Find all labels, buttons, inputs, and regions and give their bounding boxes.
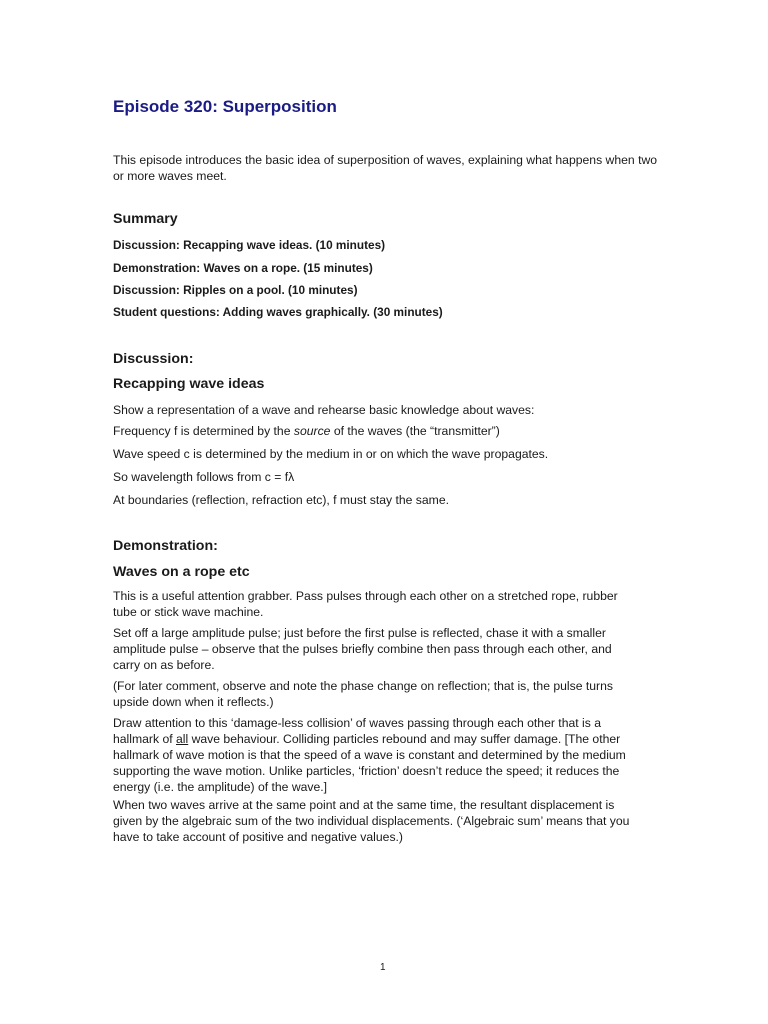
underlined-all: all: [176, 732, 189, 746]
demonstration-paragraph: When two waves arrive at the same point and at the same time, the resultant displacement is given by the algebraic sum of the two individual displacements. (‘Algebraic sum’ means that you have to take account of positive and negative values.): [113, 798, 630, 844]
summary-item: Discussion: Recapping wave ideas. (10 minutes): [113, 238, 386, 252]
demonstration-heading: Demonstration:: [113, 538, 218, 554]
demonstration-subheading: Waves on a rope etc: [113, 564, 250, 580]
summary-heading: Summary: [113, 211, 178, 227]
discussion-subheading: Recapping wave ideas: [113, 376, 265, 392]
discussion-line: Wave speed c is determined by the medium in or on which the wave propagates.: [113, 447, 549, 461]
summary-item: Demonstration: Waves on a rope. (15 minutes): [113, 261, 373, 275]
discussion-line: So wavelength follows from c = fλ: [113, 470, 295, 484]
intro-paragraph: This episode introduces the basic idea of superposition of waves, explaining what happens when two or more waves meet.: [113, 153, 658, 183]
discussion-line: Show a representation of a wave and rehearse basic knowledge about waves:: [113, 403, 535, 417]
demonstration-paragraph: This is a useful attention grabber. Pass pulses through each other on a stretched rope, rubber tube or stick wave machine.: [113, 589, 618, 619]
demonstration-paragraph: (For later comment, observe and note the phase change on reflection; that is, the pulse turns upside down when it reflects.): [113, 679, 613, 709]
page-title: Episode 320: Superposition: [113, 97, 337, 116]
summary-item: Discussion: Ripples on a pool. (10 minutes): [113, 283, 358, 297]
emphasis-source: source: [293, 424, 331, 438]
summary-item: Student questions: Adding waves graphically. (30 minutes): [113, 305, 443, 319]
demonstration-paragraph: Set off a large amplitude pulse; just before the first pulse is reflected, chase it with a smaller amplitude pulse – observe that the pulses briefly combine then pass through each other, and carry on as before.: [113, 626, 612, 672]
discussion-line: Frequency f is determined by the source of the waves (the “transmitter”): [113, 424, 500, 438]
demonstration-paragraph: Draw attention to this ‘damage-less collision’ of waves passing through each other that is a hallmark of all wave behaviour. Colliding particles rebound and may suffer damage. [The other hallmark of wave motion is that the speed of a wave is constant and determined by the medium supporting the wave motion. Unlike particles, ‘friction’ doesn’t reduce the speed; it reduces the energy (i.e. the amplitude) of the wave.]: [113, 716, 626, 794]
page-number: 1: [380, 962, 386, 973]
discussion-heading: Discussion:: [113, 351, 194, 367]
discussion-line: At boundaries (reflection, refraction etc), f must stay the same.: [113, 493, 449, 507]
